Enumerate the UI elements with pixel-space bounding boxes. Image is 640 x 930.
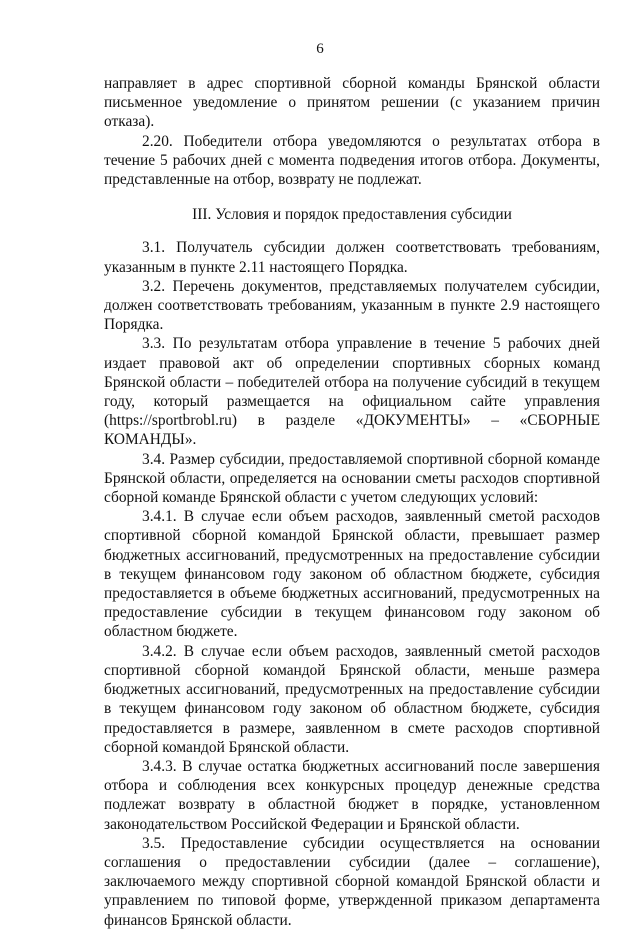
paragraph-3-4-3: 3.4.3. В случае остатка бюджетных ассигнований после завершения отбора и соблюдения всех конкурсных процедур денежные средства подлежат возврату в областной бюджет в порядке, установленном законодательством Российской Федерации и Брянской области. (104, 757, 600, 833)
paragraph-3-1: 3.1. Получатель субсидии должен соответствовать требованиям, указанным в пункте 2.11 настоящего Порядка. (104, 239, 600, 276)
page-number: 6 (316, 41, 324, 57)
paragraph-3-4: 3.4. Размер субсидии, предоставляемой спортивной сборной команде Брянской области, определяется на основании сметы расходов спортивной сборной команде Брянской области с учетом следующих условий: (104, 450, 600, 507)
paragraph-2-20: 2.20. Победители отбора уведомляются о результатах отбора в течение 5 рабочих дней с момента подведения итогов отбора. Документы, представленные на отбор, возврату не подлежат. (104, 132, 600, 189)
paragraph-3-4-2: 3.4.2. В случае если объем расходов, заявленный сметой расходов спортивной сборной командой Брянской области, меньше размера бюджетных ассигнований, предусмотренных на предоставление субсидии в текущем финансовом году законом об областном бюджете, субсидия предоставляется в размере, заявленном в смете расходов спортивной сборной командой Брянской области. (104, 642, 600, 756)
document-body (104, 74, 600, 930)
paragraph-3-5: 3.5. Предоставление субсидии осуществляется на основании соглашения о предоставлении субсидии (далее – соглашение), заключаемого между спортивной сборной командой Брянской области и управлением по типовой форме, утвержденной приказом департамента финансов Брянской области. (104, 834, 600, 929)
paragraph-continuation: направляет в адрес спортивной сборной команды Брянской области письменное уведомление о принятом решении (с указанием причин отказа). (104, 75, 600, 131)
paragraph-3-3: 3.3. По результатам отбора управление в течение 5 рабочих дней издает правовой акт об определении спортивных сборных команд Брянской области – победителей отбора на получение субсидий в текущем году, который размещается на официальном сайте управления (https://sportbrobl.ru) в разделе «ДОКУМЕНТЫ» – «СБОРНЫЕ КОМАНДЫ». (104, 335, 600, 449)
section-title: III. Условия и порядок предоставления субсидии (192, 206, 512, 224)
paragraph-3-4-1: 3.4.1. В случае если объем расходов, заявленный сметой расходов спортивной сборной командой Брянской области, превышает размер бюджетных ассигнований, предусмотренных на предоставление субсидии в текущем финансовом году законом об областном бюджете, субсидия предоставляется в объеме бюджетных ассигнований, предусмотренных на предоставление субсидии в текущем финансовом году законом об областном бюджете. (104, 508, 600, 641)
paragraph-3-2: 3.2. Перечень документов, представляемых получателем субсидии, должен соответствовать требованиям, указанным в пункте 2.9 настоящего Порядка. (104, 277, 600, 334)
